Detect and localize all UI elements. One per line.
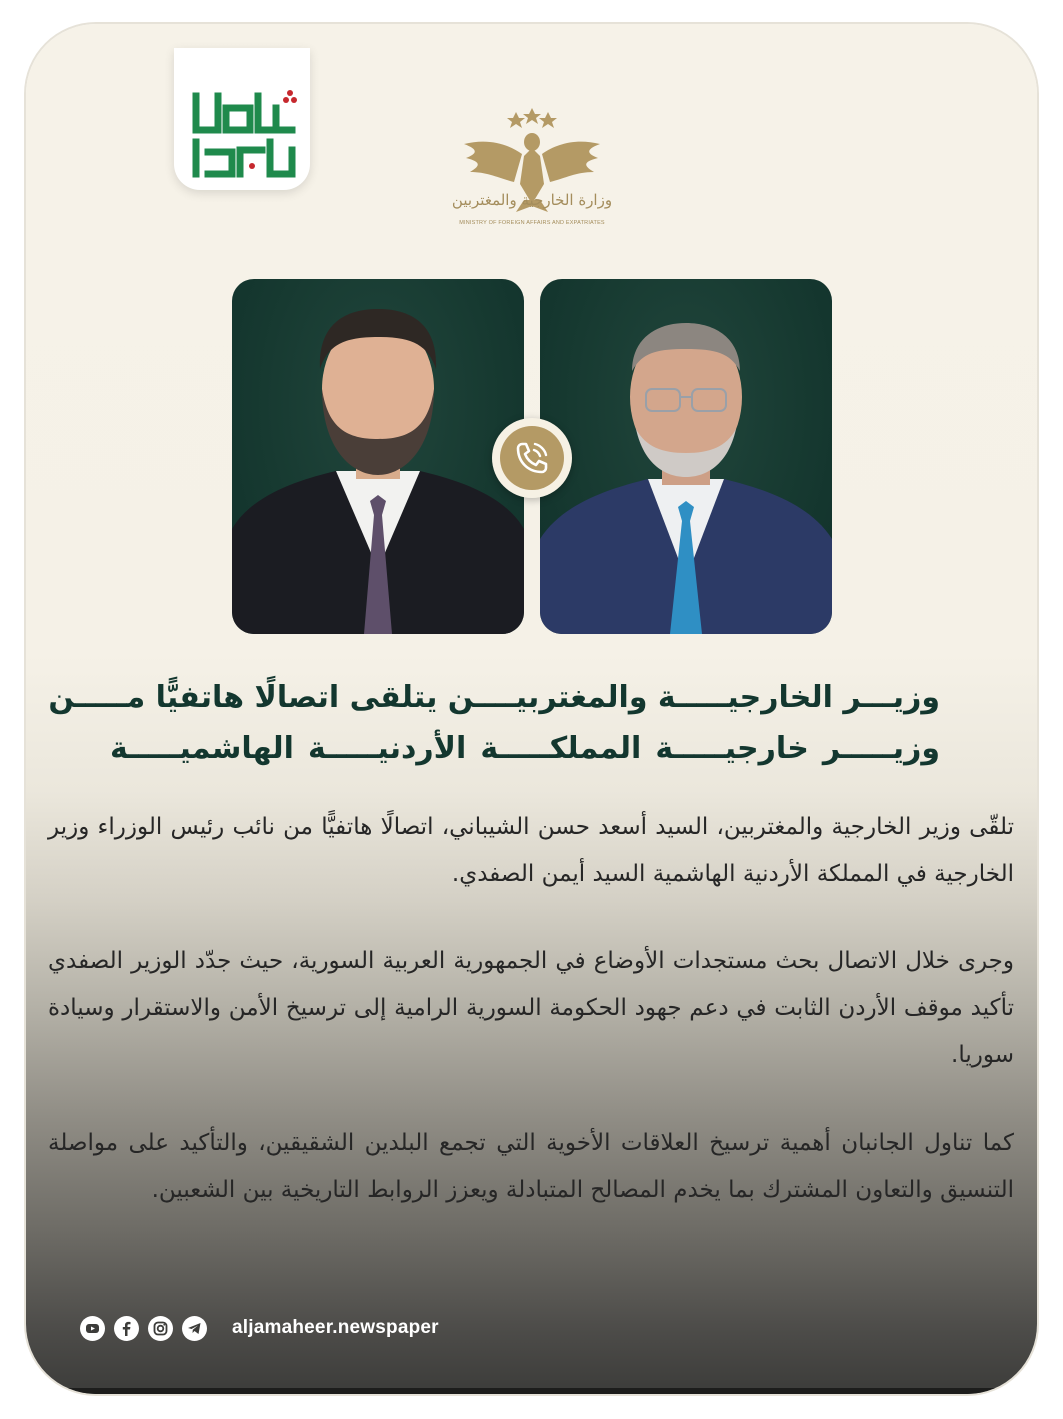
- body-paragraph-2: وجرى خلال الاتصال بحث مستجدات الأوضاع في الجمهورية العربية السورية، حيث جدّد الوزير الصفدي تأكيد موقف الأردن الثابت في دعم جهود الحكومة السورية الرامية إلى ترسيخ الأمن والاستقرار وسيادة سوريا.: [48, 948, 1014, 1068]
- aljamaheer-logo-icon: [188, 90, 300, 180]
- social-footer: [80, 1312, 439, 1344]
- ministry-name-arabic: وزارة الخارجية والمغتربين: [451, 191, 613, 209]
- phone-call-icon: [508, 434, 556, 482]
- social-handle[interactable]: aljamaheer.newspaper: [232, 1317, 439, 1338]
- headline-line-1: وزيـــر الخارجيـــــة والمغتربيــــن يتلقى اتصالًا هاتفيًّا مـــــن: [48, 680, 940, 715]
- eagle-emblem-icon: [458, 84, 606, 234]
- portrait-jordanian-foreign-minister: [540, 279, 832, 634]
- phone-call-badge: [492, 418, 572, 498]
- news-card: [26, 24, 1037, 1394]
- ministry-name-english: MINISTRY OF FOREIGN AFFAIRS AND EXPATRIATES: [459, 220, 605, 226]
- telegram-icon[interactable]: [182, 1316, 207, 1341]
- brand-logo-badge[interactable]: [174, 48, 310, 190]
- instagram-icon[interactable]: [148, 1316, 173, 1341]
- body-paragraph-1: تلقّى وزير الخارجية والمغتربين، السيد أسعد حسن الشيباني، اتصالًا هاتفيًّا من نائب رئيس الوزراء وزير الخارجية في المملكة الأردنية الهاشمية السيد أيمن الصفدي.: [48, 814, 1014, 887]
- headline-line-2: وزيـــــر خارجيـــــة المملكـــــة الأردنيـــــة الهاشميـــــة: [110, 731, 940, 766]
- person-silhouette-icon: [540, 279, 832, 634]
- person-silhouette-icon: [232, 279, 524, 634]
- facebook-icon[interactable]: [114, 1316, 139, 1341]
- body-paragraph-3: كما تناول الجانبان أهمية ترسيخ العلاقات الأخوية التي تجمع البلدين الشقيقين، والتأكيد على مواصلة التنسيق والتعاون المشترك بما يخدم المصالح المتبادلة ويعزز الروابط التاريخية بين الشعبين.: [48, 1130, 1014, 1203]
- youtube-icon[interactable]: [80, 1316, 105, 1341]
- portrait-syrian-foreign-minister: [232, 279, 524, 634]
